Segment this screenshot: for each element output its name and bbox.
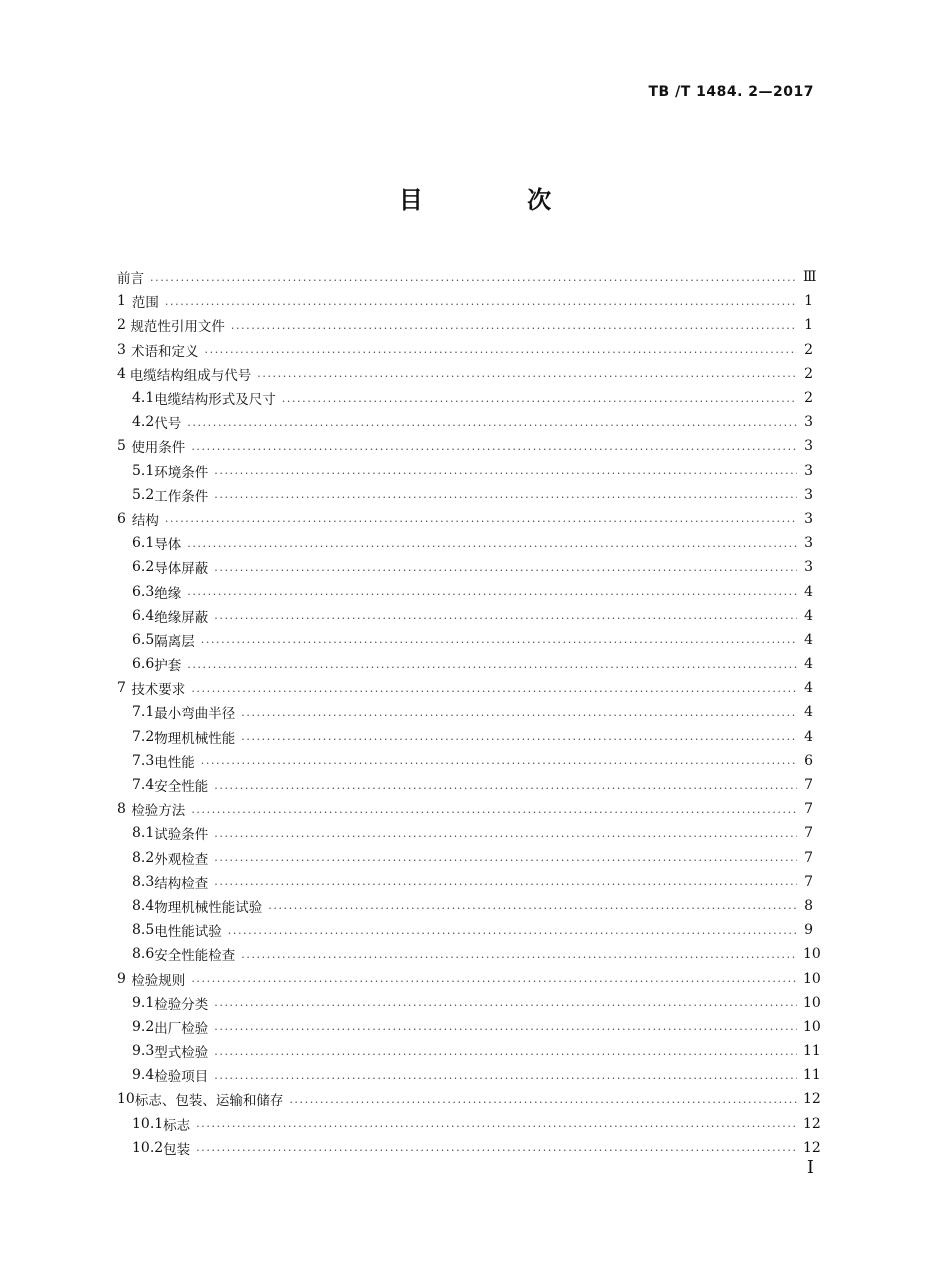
toc-entry[interactable] xyxy=(117,773,813,797)
toc-entry-page: 3 xyxy=(804,414,813,431)
toc-entry-label: 检验方法 xyxy=(131,803,186,820)
toc-entry-label: 检验规则 xyxy=(131,972,186,989)
toc-entry-number: 10.1 xyxy=(132,1115,164,1132)
toc-dot-leader xyxy=(228,925,797,936)
toc-entry-number: 6.2 xyxy=(132,559,155,576)
toc-entry[interactable] xyxy=(117,821,813,845)
toc-dot-leader xyxy=(201,634,797,645)
toc-entry-label: 隔离层 xyxy=(154,633,195,650)
toc-dot-leader xyxy=(282,393,797,404)
toc-entry-page: 12 xyxy=(803,1115,821,1132)
toc-entry[interactable] xyxy=(117,676,813,700)
toc-entry-number: 5.1 xyxy=(132,462,155,479)
toc-entry-number: 9 xyxy=(117,970,126,987)
toc-entry-label: 环境条件 xyxy=(154,464,209,481)
toc-entry-page: 3 xyxy=(804,535,813,552)
page-title: 目 次 xyxy=(398,186,600,214)
toc-entry-page: 12 xyxy=(803,1139,821,1156)
toc-entry[interactable] xyxy=(117,652,813,676)
toc-entry-page: 7 xyxy=(804,849,813,866)
toc-entry-label: 外观检查 xyxy=(154,851,209,868)
toc-entry-number: 8.3 xyxy=(132,873,155,890)
toc-entry-page: 11 xyxy=(803,1067,821,1084)
toc-entry-page: 2 xyxy=(804,341,813,358)
toc-dot-leader xyxy=(241,707,797,718)
toc-entry[interactable] xyxy=(117,918,813,942)
toc-dot-leader xyxy=(214,997,797,1008)
toc-entry-label: 绝缘屏蔽 xyxy=(154,609,209,626)
toc-entry-page: 7 xyxy=(804,825,813,842)
toc-entry-label: 电缆结构形式及尺寸 xyxy=(154,392,276,409)
toc-entry-page: 1 xyxy=(804,293,813,310)
toc-entry-label: 术语和定义 xyxy=(131,343,199,360)
toc-entry-number: 7.2 xyxy=(132,728,155,745)
toc-dot-leader xyxy=(214,610,797,621)
toc-entry[interactable] xyxy=(117,265,817,289)
toc-entry-number: 8.4 xyxy=(132,897,155,914)
toc-entry-number: 9.3 xyxy=(132,1043,155,1060)
toc-entry[interactable] xyxy=(117,1136,821,1160)
toc-dot-leader xyxy=(241,949,797,960)
toc-dot-leader xyxy=(187,417,797,428)
toc-dot-leader xyxy=(191,683,797,694)
toc-entry-number: 6 xyxy=(117,510,126,527)
toc-entry-page: 3 xyxy=(804,462,813,479)
toc-entry-number: 1 xyxy=(117,293,126,310)
toc-entry[interactable] xyxy=(117,966,821,990)
toc-entry-page: 4 xyxy=(804,728,813,745)
toc-entry-number: 7.4 xyxy=(132,777,155,794)
toc-entry-page: 4 xyxy=(804,607,813,624)
toc-dot-leader xyxy=(187,586,797,597)
toc-entry[interactable] xyxy=(117,338,813,362)
toc-dot-leader xyxy=(268,900,797,911)
toc-dot-leader xyxy=(165,513,797,524)
toc-entry-page: 10 xyxy=(803,994,821,1011)
toc-entry[interactable] xyxy=(117,507,813,531)
toc-entry-label: 护套 xyxy=(154,658,182,675)
page-number: I xyxy=(806,1157,814,1178)
toc-dot-leader xyxy=(214,828,797,839)
toc-entry-number: 3 xyxy=(117,341,126,358)
toc-entry-label: 最小弯曲半径 xyxy=(154,706,236,723)
toc-entry-label: 包装 xyxy=(163,1141,191,1158)
toc-entry-label: 工作条件 xyxy=(154,488,209,505)
toc-entry-page: 7 xyxy=(804,777,813,794)
toc-entry-label: 检验分类 xyxy=(154,996,209,1013)
toc-entry-number: 8.2 xyxy=(132,849,155,866)
toc-entry-page: 3 xyxy=(804,559,813,576)
toc-dot-leader xyxy=(214,465,797,476)
toc-entry-number: 6.4 xyxy=(132,607,155,624)
toc-entry-number: 8.6 xyxy=(132,946,155,963)
toc-entry-label: 型式检验 xyxy=(154,1045,209,1062)
table-of-contents xyxy=(117,265,821,1160)
toc-entry-label: 结构检查 xyxy=(154,875,209,892)
toc-entry-label: 使用条件 xyxy=(131,440,186,457)
toc-entry-label: 代号 xyxy=(154,416,182,433)
toc-entry[interactable] xyxy=(117,700,813,724)
toc-entry-number: 10.2 xyxy=(132,1139,164,1156)
toc-dot-leader xyxy=(196,1118,797,1129)
toc-entry-number: 6.6 xyxy=(132,656,155,673)
toc-dot-leader xyxy=(289,1094,797,1105)
toc-entry[interactable] xyxy=(117,725,813,749)
toc-entry-page: 4 xyxy=(804,656,813,673)
toc-entry-number: 8.5 xyxy=(132,922,155,939)
toc-dot-leader xyxy=(165,296,797,307)
toc-entry-number: 4.1 xyxy=(132,390,155,407)
toc-entry[interactable] xyxy=(117,749,813,773)
toc-dot-leader xyxy=(214,1046,797,1057)
toc-entry-number: 7.3 xyxy=(132,752,155,769)
toc-entry[interactable] xyxy=(117,1087,821,1111)
toc-entry-label: 标志 xyxy=(163,1117,191,1134)
toc-entry-number: 5.2 xyxy=(132,486,155,503)
toc-entry[interactable] xyxy=(117,894,813,918)
toc-entry-label: 安全性能检查 xyxy=(154,948,236,965)
toc-entry-label: 导体 xyxy=(154,537,182,554)
toc-entry[interactable] xyxy=(117,483,813,507)
toc-entry-number: 5 xyxy=(117,438,126,455)
toc-entry[interactable] xyxy=(117,870,813,894)
toc-dot-leader xyxy=(196,1142,797,1153)
toc-dot-leader xyxy=(214,489,797,500)
standard-code: TB /T 1484. 2—2017 xyxy=(648,84,814,100)
toc-entry-label: 技术要求 xyxy=(131,682,186,699)
toc-entry-label: 电性能 xyxy=(154,754,195,771)
toc-entry[interactable] xyxy=(117,531,813,555)
toc-dot-leader xyxy=(150,272,797,283)
toc-entry-number: 9.1 xyxy=(132,994,155,1011)
toc-entry[interactable] xyxy=(117,797,813,821)
toc-entry-page: 3 xyxy=(804,510,813,527)
toc-entry-number: 4 xyxy=(117,365,126,382)
toc-entry-number: 8 xyxy=(117,801,126,818)
toc-entry-number: 6.3 xyxy=(132,583,155,600)
toc-dot-leader xyxy=(187,659,797,670)
toc-dot-leader xyxy=(205,344,798,355)
toc-dot-leader xyxy=(231,320,797,331)
toc-dot-leader xyxy=(214,1021,797,1032)
toc-entry-label: 检验项目 xyxy=(154,1069,209,1086)
toc-entry[interactable] xyxy=(117,1112,821,1136)
toc-entry-number: 2 xyxy=(117,317,126,334)
toc-entry[interactable] xyxy=(117,1039,821,1063)
toc-entry-number: 10 xyxy=(117,1091,135,1108)
toc-entry-page: 4 xyxy=(804,631,813,648)
toc-entry[interactable] xyxy=(117,1063,821,1087)
toc-entry-label: 前言 xyxy=(117,271,144,288)
toc-entry-label: 范围 xyxy=(131,295,159,312)
toc-entry-label: 规范性引用文件 xyxy=(130,319,225,336)
toc-entry[interactable] xyxy=(117,362,813,386)
toc-entry[interactable] xyxy=(117,555,813,579)
toc-entry-number: 9.4 xyxy=(132,1067,155,1084)
toc-dot-leader xyxy=(241,731,797,742)
toc-entry-label: 试验条件 xyxy=(154,827,209,844)
toc-entry-page: 4 xyxy=(804,680,813,697)
toc-entry-page: 3 xyxy=(804,438,813,455)
toc-dot-leader xyxy=(214,780,797,791)
toc-entry-label: 导体屏蔽 xyxy=(154,561,209,578)
toc-entry[interactable] xyxy=(117,628,813,652)
toc-entry-label: 物理机械性能试验 xyxy=(154,899,263,916)
toc-entry[interactable] xyxy=(117,846,813,870)
toc-entry-label: 结构 xyxy=(131,512,159,529)
toc-entry-page: 7 xyxy=(804,801,813,818)
toc-entry-page: 4 xyxy=(804,583,813,600)
toc-entry-page: 10 xyxy=(803,970,821,987)
toc-entry-page: 2 xyxy=(804,390,813,407)
toc-entry[interactable] xyxy=(117,459,813,483)
toc-dot-leader xyxy=(214,852,797,863)
toc-entry-page: 4 xyxy=(804,704,813,721)
toc-dot-leader xyxy=(201,755,797,766)
toc-entry-number: 4.2 xyxy=(132,414,155,431)
toc-entry-number: 6.1 xyxy=(132,535,155,552)
toc-entry[interactable] xyxy=(117,1015,821,1039)
toc-entry-label: 标志、包装、运输和储存 xyxy=(134,1093,284,1110)
toc-dot-leader xyxy=(191,804,797,815)
toc-entry-number: 9.2 xyxy=(132,1018,155,1035)
toc-entry-page: 10 xyxy=(803,1018,821,1035)
toc-entry-number: 7 xyxy=(117,680,126,697)
toc-entry-label: 绝缘 xyxy=(154,585,182,602)
toc-entry[interactable] xyxy=(117,604,813,628)
toc-entry-page: 3 xyxy=(804,486,813,503)
toc-entry-number: 7.1 xyxy=(132,704,155,721)
toc-entry-page: 12 xyxy=(803,1091,821,1108)
toc-dot-leader xyxy=(214,876,797,887)
toc-entry-number: 6.5 xyxy=(132,631,155,648)
toc-dot-leader xyxy=(187,538,797,549)
toc-entry[interactable] xyxy=(117,386,813,410)
toc-entry-page: 10 xyxy=(803,946,821,963)
toc-entry-label: 安全性能 xyxy=(154,779,209,796)
toc-dot-leader xyxy=(257,368,797,379)
toc-entry-page: 8 xyxy=(804,897,813,914)
toc-entry-page: 6 xyxy=(804,752,813,769)
toc-dot-leader xyxy=(191,441,797,452)
toc-entry-label: 电缆结构组成与代号 xyxy=(129,367,252,384)
toc-entry-page: 2 xyxy=(804,365,813,382)
toc-entry[interactable] xyxy=(117,579,813,603)
toc-entry[interactable] xyxy=(117,434,813,458)
toc-entry[interactable] xyxy=(117,942,821,966)
toc-entry[interactable] xyxy=(117,289,813,313)
toc-dot-leader xyxy=(214,562,797,573)
toc-entry-number: 8.1 xyxy=(132,825,155,842)
toc-entry-label: 出厂检验 xyxy=(154,1020,209,1037)
toc-entry-label: 电性能试验 xyxy=(154,924,222,941)
toc-entry-page: Ⅲ xyxy=(803,269,817,286)
toc-dot-leader xyxy=(214,1070,797,1081)
toc-entry-label: 物理机械性能 xyxy=(154,730,236,747)
toc-entry-page: 7 xyxy=(804,873,813,890)
toc-entry[interactable] xyxy=(117,313,813,337)
toc-entry-page: 9 xyxy=(804,922,813,939)
toc-dot-leader xyxy=(191,973,797,984)
toc-entry[interactable] xyxy=(117,410,813,434)
toc-entry-page: 1 xyxy=(804,317,813,334)
toc-entry-page: 11 xyxy=(803,1043,821,1060)
toc-entry[interactable] xyxy=(117,991,821,1015)
